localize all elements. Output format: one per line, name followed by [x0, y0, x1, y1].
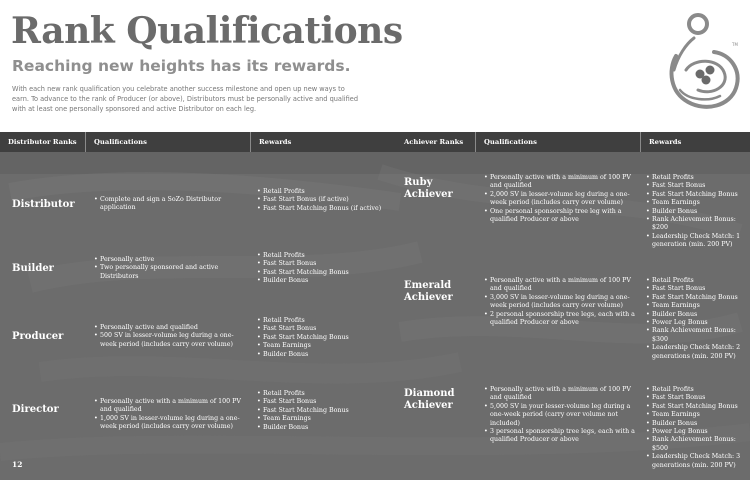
ruby-rewards — [646, 174, 748, 250]
reward-item: • Retail Profits — [257, 252, 392, 260]
header-achiever-rewards: Rewards — [641, 132, 750, 152]
reward-item: • Leadership Check Match: 3 generations (min. 200 PV) — [646, 453, 748, 470]
sozo-logo-icon — [664, 10, 744, 122]
reward-item: • Fast Start Bonus — [257, 260, 392, 268]
reward-item: • Builder Bonus — [646, 208, 748, 216]
qualification-item: • Personally active with a minimum of 100 PV and qualified — [484, 277, 636, 294]
qualification-item: • 500 SV in lesser-volume leg during a one-week period (includes carry over volume) — [94, 332, 244, 349]
rank-diamond-achiever: Diamond Achiever — [404, 388, 455, 411]
page-subtitle: Reaching new heights has its rewards. — [12, 57, 351, 75]
reward-item: • Retail Profits — [257, 317, 392, 325]
reward-item: • Retail Profits — [646, 386, 748, 394]
trademark-mark: TM — [732, 42, 738, 47]
diamond-qualifications — [484, 386, 636, 445]
page-title: Rank Qualifications — [11, 10, 403, 52]
reward-item: • Rank Achievement Bonus: $500 — [646, 436, 748, 453]
qualification-item: • Personally active with a minimum of 100 PV and qualified — [94, 398, 244, 415]
emerald-rewards — [646, 277, 748, 361]
reward-item: • Fast Start Matching Bonus — [646, 294, 748, 302]
reward-item: • Builder Bonus — [646, 311, 748, 319]
reward-item: • Builder Bonus — [257, 277, 392, 285]
qualification-item: • 2 personal sponsorship tree legs, each with a qualified Producer or above — [484, 311, 636, 328]
reward-item: • Fast Start Matching Bonus — [257, 407, 392, 415]
reward-item: • Fast Start Matching Bonus — [646, 403, 748, 411]
producer-qualifications — [94, 324, 244, 349]
reward-item: • Retail Profits — [646, 174, 748, 182]
builder-qualifications — [94, 256, 244, 281]
reward-item: • Builder Bonus — [257, 351, 392, 359]
qualification-item: • Personally active and qualified — [94, 324, 244, 332]
reward-item: • Fast Start Bonus — [257, 325, 392, 333]
qualification-item: • 1,000 SV in lesser-volume leg during a one-week period (includes carry over volume) — [94, 415, 244, 432]
header-rewards: Rewards — [251, 132, 396, 152]
reward-item: • Builder Bonus — [646, 420, 748, 428]
reward-item: • Retail Profits — [257, 188, 392, 196]
qualification-item: • 2,000 SV in lesser-volume leg during a one-week period (includes carry over volume) — [484, 191, 636, 208]
reward-item: • Fast Start Matching Bonus — [646, 191, 748, 199]
rank-builder: Builder — [12, 263, 54, 274]
qualification-item: • Two personally sponsored and active Distributors — [94, 264, 244, 281]
distributor-rewards — [257, 188, 392, 213]
reward-item: • Fast Start Bonus — [257, 398, 392, 406]
producer-rewards — [257, 317, 392, 359]
reward-item: • Team Earnings — [646, 199, 748, 207]
qualification-item: • Complete and sign a SoZo Distributor application — [94, 196, 244, 213]
reward-item: • Fast Start Bonus (if active) — [257, 196, 392, 204]
reward-item: • Team Earnings — [257, 415, 392, 423]
reward-item: • Fast Start Bonus — [646, 285, 748, 293]
reward-item: • Team Earnings — [257, 342, 392, 350]
qualification-item: • 5,000 SV in your lesser-volume leg during a one-week period (carry over volume not included) — [484, 403, 636, 428]
rank-emerald-achiever: Emerald Achiever — [404, 280, 453, 303]
reward-item: • Power Leg Bonus — [646, 319, 748, 327]
rank-director: Director — [12, 404, 59, 415]
header-achiever-qualifications: Qualifications — [476, 132, 641, 152]
reward-item: • Rank Achievement Bonus: $200 — [646, 216, 748, 233]
page-header — [0, 0, 750, 132]
builder-rewards — [257, 252, 392, 286]
rank-ruby-achiever: Ruby Achiever — [404, 177, 453, 200]
reward-item: • Team Earnings — [646, 411, 748, 419]
ruby-qualifications — [484, 174, 636, 224]
reward-item: • Fast Start Matching Bonus (if active) — [257, 205, 392, 213]
director-qualifications — [94, 398, 244, 432]
qualification-item: • 3 personal sponsorship tree legs, each with a qualified Producer or above — [484, 428, 636, 445]
qualification-item: • Personally active with a minimum of 100 PV and qualified — [484, 174, 636, 191]
emerald-qualifications — [484, 277, 636, 327]
diamond-rewards — [646, 386, 748, 470]
rank-table — [0, 132, 750, 480]
reward-item: • Builder Bonus — [257, 424, 392, 432]
intro-paragraph: With each new rank qualification you celebrate another success milestone and open up new ways to earn. To advance to the rank of Producer (or above), Distributors must be personally active and qualified with at least one personally sponsored and active Distributor on each leg. — [12, 85, 359, 113]
reward-item: • Leadership Check Match: 1 generation (min. 200 PV) — [646, 233, 748, 250]
rank-distributor: Distributor — [12, 199, 75, 210]
reward-item: • Fast Start Matching Bonus — [257, 334, 392, 342]
distributor-qualifications — [94, 196, 244, 213]
page-number: 12 — [12, 460, 23, 469]
header-achiever-ranks: Achiever Ranks — [396, 132, 476, 152]
reward-item: • Rank Achievement Bonus: $300 — [646, 327, 748, 344]
qualification-item: • Personally active with a minimum of 100 PV and qualified — [484, 386, 636, 403]
qualification-item: • Personally active — [94, 256, 244, 264]
director-rewards — [257, 390, 392, 432]
reward-item: • Fast Start Matching Bonus — [257, 269, 392, 277]
reward-item: • Retail Profits — [257, 390, 392, 398]
rank-producer: Producer — [12, 331, 64, 342]
reward-item: • Fast Start Bonus — [646, 182, 748, 190]
reward-item: • Fast Start Bonus — [646, 394, 748, 402]
reward-item: • Team Earnings — [646, 302, 748, 310]
reward-item: • Retail Profits — [646, 277, 748, 285]
qualification-item: • 3,000 SV in lesser-volume leg during a one-week period (includes carry over volume) — [484, 294, 636, 311]
header-distributor-ranks: Distributor Ranks — [0, 132, 86, 152]
reward-item: • Power Leg Bonus — [646, 428, 748, 436]
header-qualifications: Qualifications — [86, 132, 251, 152]
reward-item: • Leadership Check Match: 2 generations (min. 200 PV) — [646, 344, 748, 361]
qualification-item: • One personal sponsorship tree leg with a qualified Producer or above — [484, 208, 636, 225]
